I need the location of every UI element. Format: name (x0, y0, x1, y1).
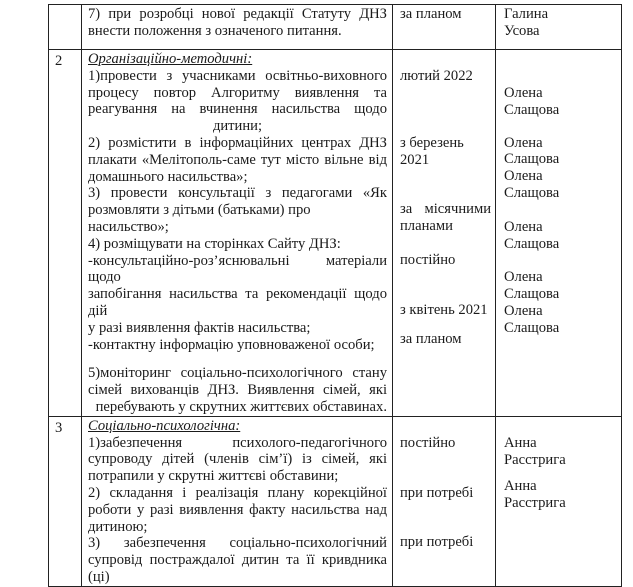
action-line: внести положення з означеного питання. (88, 22, 342, 39)
responsible-cell (496, 416, 622, 586)
action-line: 2) складання і реалізація плану корекційної (88, 484, 387, 501)
action-line: розмовляти з дітьми (батьками) про насильство»; (88, 202, 311, 235)
section-heading: Соціально-психологічна: (88, 417, 241, 434)
action-line: 3) забезпечення соціально-психологічний (88, 535, 387, 552)
action-cell (82, 5, 393, 50)
row-number (49, 5, 82, 50)
responsible-surname: Слащова (504, 101, 560, 118)
action-line: дитиною; (88, 518, 148, 535)
responsible-surname: Слащова (504, 184, 560, 201)
table-row (49, 50, 622, 417)
action-line: роботи у разі виявлення факту насильства над (88, 501, 387, 518)
term-text: за місячними (400, 201, 491, 218)
action-line: дитини; (212, 118, 263, 135)
action-line: у разі виявлення фактів насильства; (88, 319, 311, 336)
row-number: 2 (49, 50, 82, 417)
action-line: домашнього насильства»; (88, 168, 248, 185)
term-text: при потребі (400, 534, 474, 551)
action-line: перебувають у скрутних життєвих обставинах. (95, 398, 387, 415)
action-line: сімей вихованців ДНЗ. Виявлення сімей, які (88, 382, 387, 399)
responsible-surname: Расстрига (504, 495, 566, 512)
term-text: постійно (400, 434, 456, 451)
responsible-name: Анна (504, 434, 537, 451)
term-text: лютий 2022 (400, 68, 473, 84)
responsible-name: Галина (504, 6, 549, 22)
plan-table (48, 4, 622, 587)
term-cell (393, 5, 496, 50)
term-text: за планом (400, 6, 462, 22)
action-line: 2) розмістити в інформаційних центрах ДНЗ (88, 134, 387, 151)
action-cell (82, 416, 393, 586)
action-line: супроводу дітей (членів сім’ї) із сімей, які (88, 451, 387, 468)
action-line: 3) провести консультації з педагогами «Як (88, 185, 387, 202)
action-line: -контактну інформацію уповноваженої особи; (88, 336, 375, 353)
responsible-name: Олена (504, 218, 543, 235)
responsible-name: Олена (504, 269, 543, 286)
action-line: 5)моніторинг соціально-психологічного стану (88, 365, 387, 382)
responsible-name: Анна (504, 478, 537, 495)
action-line: 1)забезпечення психолого-педагогічного (88, 434, 387, 451)
action-line: плакати «Мелітополь-саме тут місто вільне від (88, 151, 387, 168)
table-row (49, 416, 622, 586)
term-text: при потребі (400, 484, 474, 501)
row-number: 3 (49, 416, 82, 586)
responsible-name: Олена (504, 302, 543, 319)
term-text: постійно (400, 251, 456, 268)
responsible-name: Олена (504, 168, 543, 185)
action-line: 7) при розробці нової редакції Статуту ДНЗ (88, 6, 387, 22)
action-line: запобігання насильства та рекомендації щодо дій (88, 286, 387, 319)
action-line: потрапили у скрутні життєві обставини; (88, 468, 339, 485)
responsible-surname: Расстрига (504, 451, 566, 468)
action-line: процесу повтор Алгоритму виявлення та (88, 84, 387, 101)
section-heading: Організаційно-методичні: (88, 51, 253, 67)
term-text: планами (400, 218, 453, 235)
responsible-name: Олена (504, 134, 543, 151)
action-line: реагування на вчинення насильства щодо (88, 101, 387, 118)
action-line: -консультаційно-роз’яснювальні матеріали щодо (88, 252, 387, 286)
action-line: супровід постраждалої дитин та її кривдника (ці) (88, 552, 387, 585)
action-line: 4) розміщувати на сторінках Сайту ДНЗ: (88, 235, 341, 252)
responsible-name: Олена (504, 85, 543, 101)
term-cell (393, 416, 496, 586)
responsible-surname: Слащова (504, 319, 560, 336)
term-text: з квітень 2021 (400, 301, 488, 318)
responsible-surname: Слащова (504, 235, 560, 252)
responsible-surname: Слащова (504, 151, 560, 168)
action-line: 1)провести з учасниками освітньо-виховного (88, 67, 387, 84)
term-cell (393, 50, 496, 417)
term-text: за планом (400, 330, 462, 347)
responsible-cell (496, 50, 622, 417)
table-row (49, 5, 622, 50)
term-text: з березень 2021 (400, 134, 464, 168)
responsible-surname: Усова (504, 22, 540, 39)
responsible-cell (496, 5, 622, 50)
responsible-surname: Слащова (504, 286, 560, 303)
action-cell (82, 50, 393, 417)
